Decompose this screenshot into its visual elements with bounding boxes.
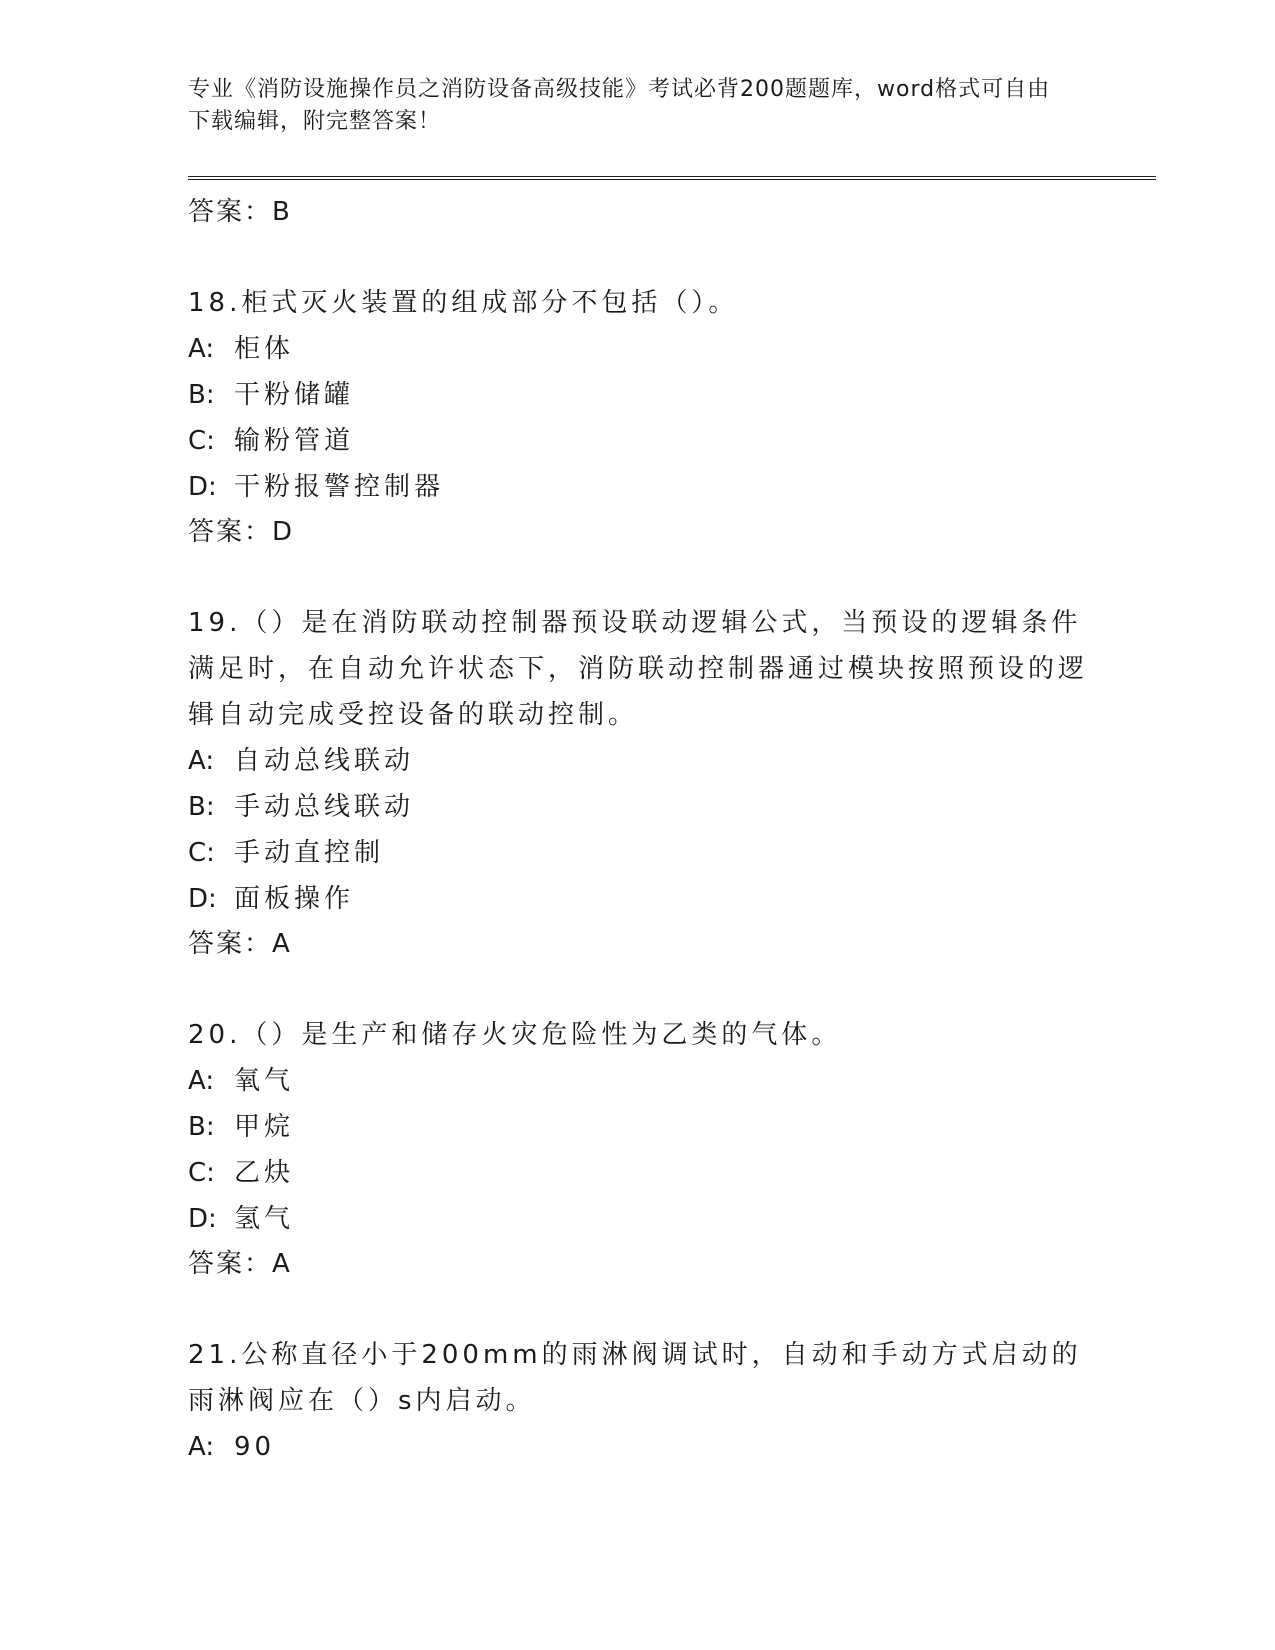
- question-item: [188, 280, 1088, 554]
- option-c: [188, 1150, 1088, 1196]
- option-text: 手动直控制: [234, 838, 385, 868]
- option-b: [188, 372, 1088, 418]
- option-text: 乙炔: [234, 1158, 295, 1188]
- option-letter: A:: [188, 334, 215, 364]
- option-letter: B:: [188, 1112, 215, 1142]
- option-letter: C:: [188, 838, 215, 868]
- option-letter: B:: [188, 380, 215, 410]
- option-text: 90: [234, 1432, 276, 1462]
- option-text: 手动总线联动: [234, 792, 415, 822]
- answer-label: 答案：A: [188, 1249, 292, 1279]
- option-b: [188, 1104, 1088, 1150]
- option-letter: A:: [188, 1066, 215, 1096]
- option-letter: D:: [188, 884, 217, 914]
- question-text: 21.公称直径小于200mm的雨淋阀调试时，自动和手动方式启动的雨淋阀应在（）s内启动。: [188, 1340, 1082, 1416]
- question-item: [188, 1012, 1088, 1286]
- option-c: [188, 830, 1088, 876]
- option-text: 甲烷: [234, 1112, 295, 1142]
- option-a: [188, 738, 1088, 784]
- option-text: 干粉报警控制器: [234, 472, 445, 502]
- option-b: [188, 784, 1088, 830]
- option-text: 面板操作: [234, 884, 355, 914]
- option-text: 自动总线联动: [234, 746, 415, 776]
- option-letter: D:: [188, 1204, 217, 1234]
- option-c: [188, 418, 1088, 464]
- question-list: [188, 190, 1088, 1516]
- header-divider: [188, 176, 1156, 180]
- option-letter: A:: [188, 746, 215, 776]
- question-text: 19.（）是在消防联动控制器预设联动逻辑公式，当预设的逻辑条件满足时，在自动允许状态下，消防联动控制器通过模块按照预设的逻辑自动完成受控设备的联动控制。: [188, 608, 1089, 730]
- option-d: [188, 464, 1088, 510]
- option-letter: C:: [188, 1158, 215, 1188]
- option-d: [188, 876, 1088, 922]
- option-a: [188, 326, 1088, 372]
- option-text: 干粉储罐: [234, 380, 355, 410]
- option-letter: B:: [188, 792, 215, 822]
- answer-label: 答案：B: [188, 197, 292, 227]
- option-letter: A:: [188, 1432, 215, 1462]
- option-a: [188, 1058, 1088, 1104]
- question-text: 20.（）是生产和储存火灾危险性为乙类的气体。: [188, 1020, 842, 1050]
- option-text: 氧气: [234, 1066, 295, 1096]
- option-a: [188, 1424, 1088, 1470]
- question-item: [188, 1332, 1088, 1470]
- answer-label: 答案：A: [188, 929, 292, 959]
- option-text: 柜体: [234, 334, 295, 364]
- question-text: 18.柜式灭火装置的组成部分不包括（）。: [188, 288, 739, 318]
- option-letter: D:: [188, 472, 217, 502]
- option-text: 氢气: [234, 1204, 295, 1234]
- document-header: 专业《消防设施操作员之消防设备高级技能》考试必背200题题库，word格式可自由下载编辑，附完整答案！: [188, 77, 1051, 134]
- question-item: [188, 600, 1088, 966]
- option-d: [188, 1196, 1088, 1242]
- option-letter: C:: [188, 426, 215, 456]
- option-text: 输粉管道: [234, 426, 355, 456]
- answer-label: 答案：D: [188, 517, 295, 547]
